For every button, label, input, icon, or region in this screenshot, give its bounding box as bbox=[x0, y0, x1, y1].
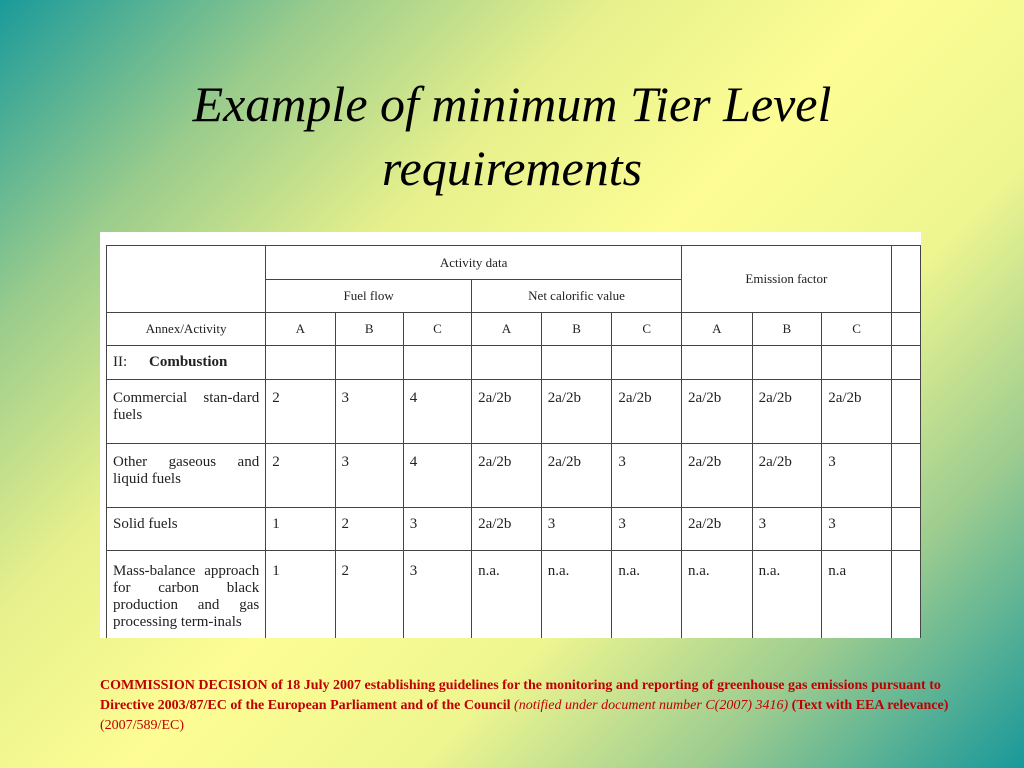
slide-title bbox=[100, 72, 924, 200]
value-cell: 2a/2b bbox=[752, 444, 822, 508]
col-label: C bbox=[612, 313, 682, 346]
value-cell: 2 bbox=[266, 444, 335, 508]
value-cell: 2a/2b bbox=[681, 444, 752, 508]
value-cell: n.a. bbox=[681, 551, 752, 639]
section-prefix: II: bbox=[113, 354, 128, 370]
value-cell: 2 bbox=[335, 508, 403, 551]
value-cell: 2a/2b bbox=[681, 380, 752, 444]
value-cell: 2a/2b bbox=[472, 380, 542, 444]
section-label bbox=[107, 346, 266, 380]
col-label: A bbox=[266, 313, 335, 346]
header-blank-cell bbox=[107, 246, 266, 313]
value-cell: n.a. bbox=[472, 551, 542, 639]
activity-cell: Mass-balance approach for carbon black production and gas processing term-inals bbox=[107, 551, 266, 639]
value-cell: 3 bbox=[612, 444, 682, 508]
col-extra bbox=[891, 313, 920, 346]
header-row-3 bbox=[107, 313, 921, 346]
header-activity-data: Activity data bbox=[266, 246, 682, 280]
value-cell: 4 bbox=[403, 444, 471, 508]
header-net-calorific-value: Net calorific value bbox=[472, 280, 682, 313]
value-cell: 2a/2b bbox=[472, 444, 542, 508]
title-line-2: requirements bbox=[381, 140, 643, 196]
value-cell: 1 bbox=[266, 508, 335, 551]
value-cell: 3 bbox=[335, 380, 403, 444]
table-row bbox=[107, 551, 921, 639]
col-label: A bbox=[472, 313, 542, 346]
value-cell: 2a/2b bbox=[822, 380, 892, 444]
activity-cell: Solid fuels bbox=[107, 508, 266, 551]
col-label: A bbox=[681, 313, 752, 346]
table-row bbox=[107, 444, 921, 508]
value-cell: 2a/2b bbox=[541, 444, 612, 508]
value-cell: 3 bbox=[403, 508, 471, 551]
table-row bbox=[107, 380, 921, 444]
footnote-decision-title: COMMISSION DECISION of 18 July 2007 establishing guidelines for the monitoring and reporting of greenhouse gas emissions pursuant to Directive 2003/87/EC of the European Parliament and of the Council bbox=[100, 678, 941, 713]
footnote-reference: (2007/589/EC) bbox=[100, 718, 184, 733]
value-cell: 2a/2b bbox=[472, 508, 542, 551]
col-label: B bbox=[752, 313, 822, 346]
header-annex-activity: Annex/Activity bbox=[107, 313, 266, 346]
value-cell: 2a/2b bbox=[681, 508, 752, 551]
value-cell: n.a. bbox=[752, 551, 822, 639]
header-row-1 bbox=[107, 246, 921, 280]
value-cell: 3 bbox=[752, 508, 822, 551]
value-cell: 1 bbox=[266, 551, 335, 639]
value-cell: 2a/2b bbox=[541, 380, 612, 444]
col-label: B bbox=[335, 313, 403, 346]
value-cell: n.a. bbox=[612, 551, 682, 639]
value-cell: 3 bbox=[403, 551, 471, 639]
value-cell: 2 bbox=[266, 380, 335, 444]
activity-cell: Other gaseous and liquid fuels bbox=[107, 444, 266, 508]
header-emission-factor: Emission factor bbox=[681, 246, 891, 313]
value-cell: 3 bbox=[541, 508, 612, 551]
header-fuel-flow: Fuel flow bbox=[266, 280, 472, 313]
value-cell: 4 bbox=[403, 380, 471, 444]
value-cell: 3 bbox=[822, 508, 892, 551]
value-cell: n.a bbox=[822, 551, 892, 639]
footnote-document-number: (notified under document number C(2007) 3416) bbox=[514, 698, 789, 713]
source-footnote bbox=[100, 676, 980, 736]
value-cell: 2 bbox=[335, 551, 403, 639]
value-cell: 3 bbox=[612, 508, 682, 551]
col-label: C bbox=[403, 313, 471, 346]
value-cell: 2a/2b bbox=[612, 380, 682, 444]
section-name: Combustion bbox=[149, 354, 228, 370]
col-label: C bbox=[822, 313, 892, 346]
col-label: B bbox=[541, 313, 612, 346]
tier-table-panel bbox=[100, 232, 921, 638]
value-cell: 3 bbox=[335, 444, 403, 508]
value-cell: n.a. bbox=[541, 551, 612, 639]
title-line-1: Example of minimum Tier Level bbox=[192, 76, 832, 132]
activity-cell: Commercial stan-dard fuels bbox=[107, 380, 266, 444]
table-row bbox=[107, 508, 921, 551]
value-cell: 3 bbox=[822, 444, 892, 508]
value-cell: 2a/2b bbox=[752, 380, 822, 444]
tier-level-table bbox=[106, 245, 921, 638]
footnote-eea-relevance: (Text with EEA relevance) bbox=[791, 698, 949, 713]
header-extra-cell bbox=[891, 246, 920, 313]
section-row bbox=[107, 346, 921, 380]
